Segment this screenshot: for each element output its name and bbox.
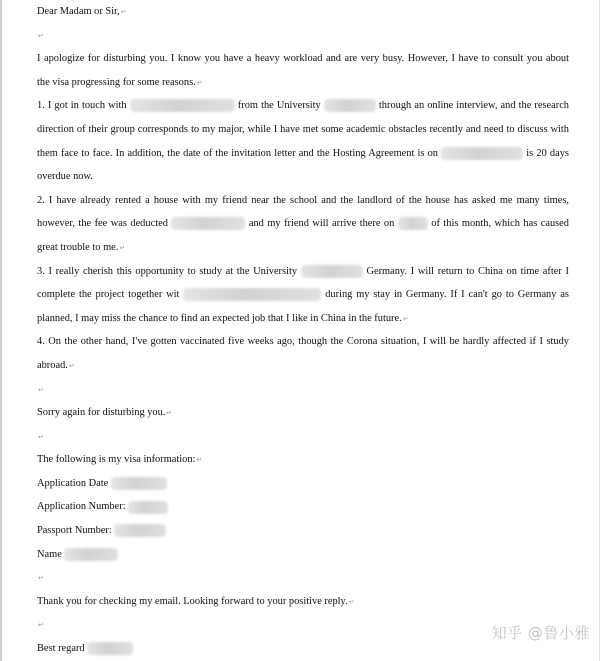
p4-text: 4. On the other hand, I've gotten vaccinated five weeks ago, though the Corona situation, I will be hardly affected if I study xyxy=(37,336,569,348)
p2-text: and my friend will arrive there on xyxy=(248,218,395,230)
p1-text: through an online interview, and the research xyxy=(378,100,569,112)
redacted-university xyxy=(324,99,376,112)
paragraph-mark-icon: ↵ xyxy=(120,8,127,16)
visa-intro-text: The following is my visa information: xyxy=(37,454,196,466)
paragraph-mark-icon: ↵ xyxy=(68,361,75,370)
salutation: Dear Madam or Sir, xyxy=(37,6,120,17)
redacted-date xyxy=(441,147,523,160)
p1-line-2 xyxy=(37,118,569,142)
empty-line xyxy=(37,378,569,402)
letter-body[interactable] xyxy=(37,0,569,661)
p2-text: great trouble to me. xyxy=(37,241,119,253)
paragraph-mark-icon: ↵ xyxy=(196,78,203,87)
p2-text: however, the fee was deducted xyxy=(37,218,168,230)
empty-line xyxy=(37,425,569,449)
redacted-name xyxy=(64,548,118,561)
name-label: Name xyxy=(37,548,62,560)
p2-line-3 xyxy=(37,236,569,260)
p4-text: abroad. xyxy=(37,359,68,371)
passport-number-line xyxy=(37,519,569,543)
p2-text: 2. I have already rented a house with my friend near the school and the landlord of the house has asked me many times, xyxy=(37,194,569,206)
paragraph-mark-icon: ↵ xyxy=(38,432,44,441)
p1-text: direction of their group corresponds to my major, while I have met some academic obstacles recently and need to discuss with xyxy=(37,123,569,135)
p1-text: them face to face. In addition, the date of the invitation letter and the Hosting Agreement is on xyxy=(37,147,438,159)
intro-text: I apologize for disturbing you. I know you have a heavy workload and are very busy. However, I have to consult you about xyxy=(37,53,569,65)
p1-line-3 xyxy=(37,142,569,166)
intro-line-2 xyxy=(37,71,569,95)
redacted-passport-number xyxy=(114,524,166,537)
paragraph-mark-icon: ↵ xyxy=(196,456,203,465)
p1-text: from the University xyxy=(237,100,321,112)
empty-line xyxy=(37,566,569,590)
zhihu-watermark: 知乎 @鲁小雅 xyxy=(491,624,590,642)
paragraph-mark-icon: ↵ xyxy=(38,574,44,583)
name-line xyxy=(37,543,569,567)
p3-text: complete the project together wit xyxy=(37,289,180,301)
redacted-signature xyxy=(87,642,133,655)
p1-text: overdue now. xyxy=(37,171,93,183)
p3-text: during my stay in Germany. If I can't go to Germany as xyxy=(325,289,569,301)
p1-text: is 20 days xyxy=(526,147,569,159)
p4-line-2 xyxy=(37,354,569,378)
redacted-application-number xyxy=(128,501,168,514)
salutation-line xyxy=(37,0,569,24)
p1-line-1 xyxy=(37,94,569,118)
p3-text: planned, I may miss the chance to find an expected job that I like in China in the future. xyxy=(37,312,402,324)
paragraph-mark-icon: ↵ xyxy=(38,385,44,394)
paragraph-mark-icon: ↵ xyxy=(402,314,409,323)
p3-text: 3. I really cherish this opportunity to study at the University xyxy=(37,265,298,277)
page-left-edge xyxy=(0,0,2,661)
redacted-application-date xyxy=(111,477,167,490)
p3-line-3 xyxy=(37,307,569,331)
empty-line xyxy=(37,613,569,637)
intro-line-1 xyxy=(37,47,569,71)
sorry-line xyxy=(37,401,569,425)
p2-line-1 xyxy=(37,189,569,213)
p1-text: 1. I got in touch with xyxy=(37,100,127,112)
redacted-university xyxy=(301,265,363,278)
paragraph-mark-icon: ↵ xyxy=(119,243,126,252)
redacted-professor-name xyxy=(183,288,321,301)
closing-text: Best regard xyxy=(37,643,85,655)
application-number-label: Application Number: xyxy=(37,501,126,513)
closing-line xyxy=(37,637,569,661)
p3-text: Germany. I will return to China on time after I xyxy=(366,265,569,277)
thanks-line xyxy=(37,590,569,614)
paragraph-mark-icon: ↵ xyxy=(348,597,355,606)
application-date-label: Application Date xyxy=(37,477,109,489)
visa-intro-line xyxy=(37,448,569,472)
p3-line-2 xyxy=(37,283,569,307)
p2-text: of this month, which has caused xyxy=(431,218,569,230)
empty-line xyxy=(37,24,569,48)
p1-line-4 xyxy=(37,165,569,189)
redacted-arrival-date xyxy=(398,217,428,230)
application-date-line xyxy=(37,472,569,496)
paragraph-mark-icon: ↵ xyxy=(166,409,173,418)
thanks-text: Thank you for checking my email. Looking forward to your positive reply. xyxy=(37,595,348,607)
paragraph-mark-icon: ↵ xyxy=(38,621,44,630)
redacted-professor-name xyxy=(130,99,235,112)
redacted-amount xyxy=(171,217,245,230)
application-number-line xyxy=(37,495,569,519)
paragraph-mark-icon: ↵ xyxy=(38,31,44,40)
p2-line-2 xyxy=(37,212,569,236)
intro-text: the visa progressing for some reasons. xyxy=(37,76,196,88)
sorry-text: Sorry again for disturbing you. xyxy=(37,407,166,419)
p4-line-1 xyxy=(37,330,569,354)
passport-number-label: Passport Number: xyxy=(37,525,112,537)
p3-line-1 xyxy=(37,260,569,284)
